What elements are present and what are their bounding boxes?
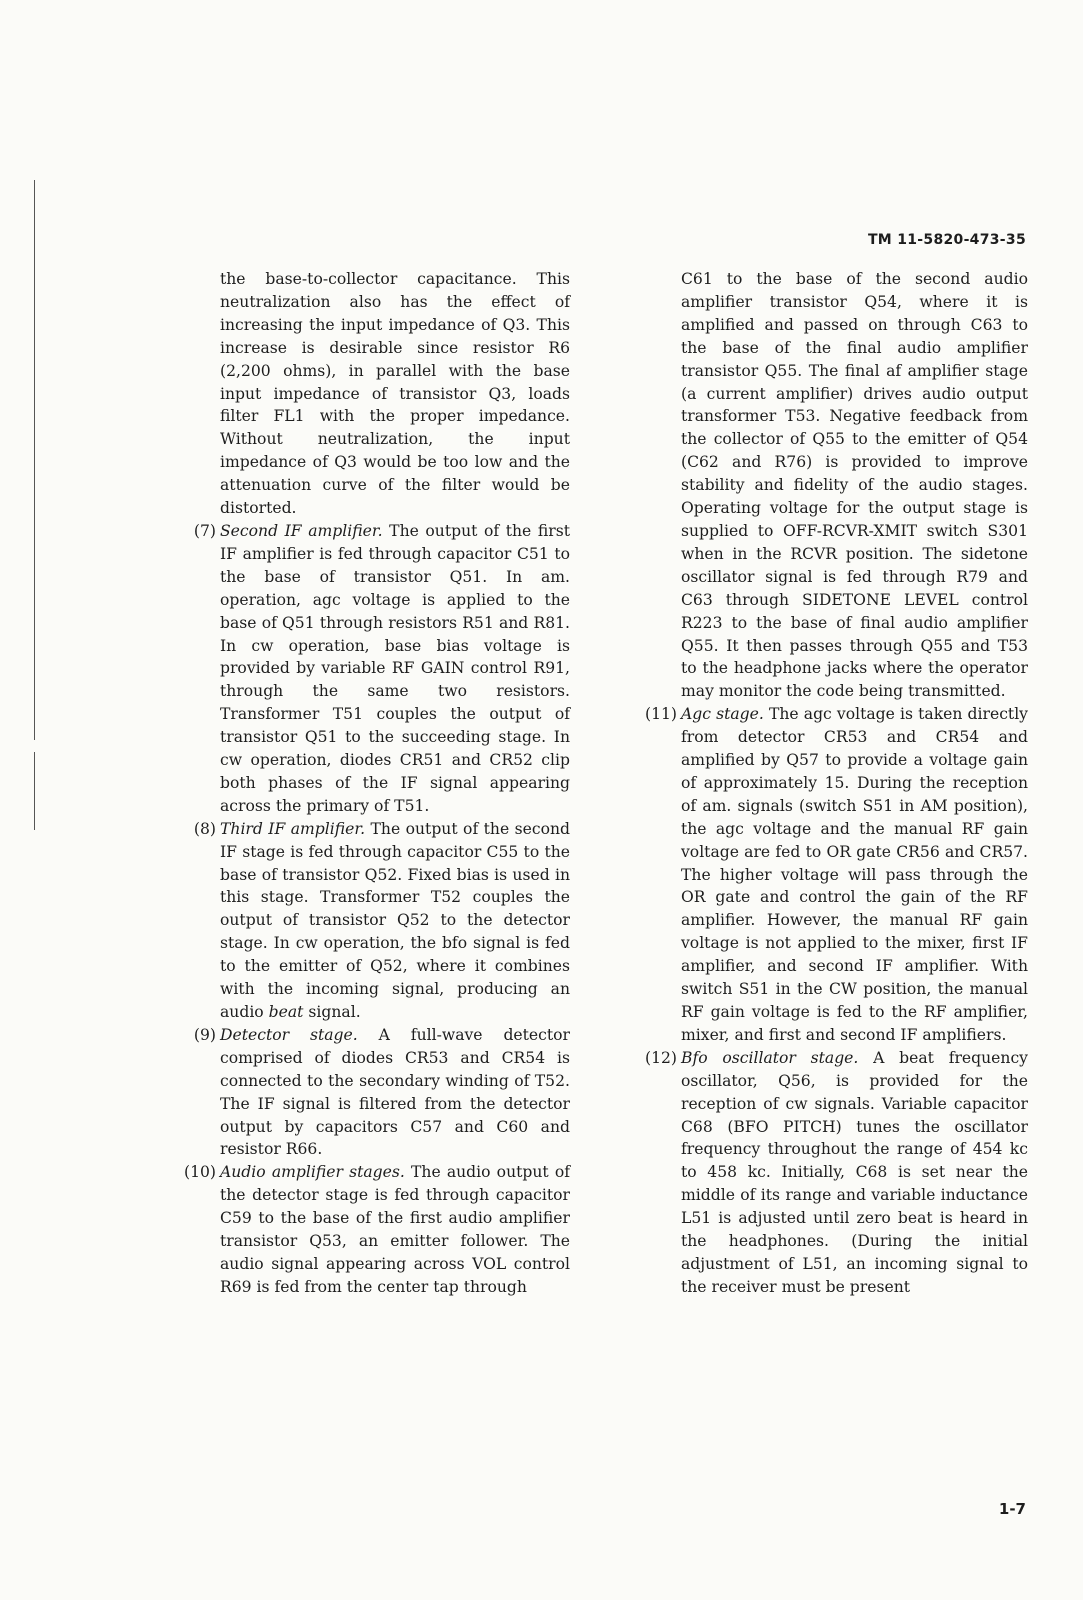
item-emphasis: beat — [268, 1003, 304, 1021]
item-number: (8) — [193, 819, 216, 838]
item-number: (7) — [193, 521, 216, 540]
item-text: A beat frequency oscillator, Q56, is provided for the reception of cw signals. Variable capacitor C68 (BFO PITCH) tunes the oscillator frequency throughout the range of 454 kc to 458 kc. Initially, C68 is set near the middle of its range and variable inductance L51 is adjusted until zero beat is heard in the headphones. (During the initial adjustment of L51, an incoming signal to the receiver must be present — [681, 1048, 1028, 1296]
list-item-11 — [644, 703, 1028, 1047]
item-number: (11) — [644, 705, 677, 724]
margin-line-top — [34, 180, 35, 740]
item-title: Audio amplifier stages. — [220, 1163, 405, 1182]
item-text: The audio output of the detector stage is fed through capacitor C59 to the base of the first audio amplifier transistor Q53, an emitter follower. The audio signal appearing across VOL control R69 is fed from the center tap through — [220, 1163, 570, 1296]
item-title: Agc stage. — [681, 705, 764, 724]
list-item-10 — [183, 1161, 570, 1298]
item-title: Second IF amplifier. — [220, 521, 383, 540]
item-text: The output of the second IF stage is fed through capacitor C55 to the base of transistor Q52. Fixed bias is used in this stage. Transformer T52 couples the output of transistor Q52 to the detector stage. In cw operation, the bfo signal is fed to the emitter of Q52, where it combines with the incoming signal, producing an audio — [220, 819, 570, 1021]
left-continuation-text: the base-to-collector capacitance. This neutralization also has the effect of increasing the input impedance of Q3. This increase is desirable since resistor R6 (2,200 ohms), in parallel with the base input impedance of transistor Q3, loads filter FL1 with the proper impedance. Without neutralization, the input impedance of Q3 would be too low and the attenuation curve of the filter would be distorted. — [220, 270, 570, 518]
list-item-7 — [193, 520, 570, 818]
page-number: 1-7 — [998, 1500, 1026, 1518]
item-text-end: signal. — [303, 1003, 361, 1021]
item-number: (12) — [644, 1048, 677, 1067]
item-title: Detector stage. — [220, 1025, 358, 1044]
right-column — [644, 268, 1028, 1299]
item-title: Bfo oscillator stage. — [681, 1048, 859, 1067]
margin-line-bottom — [34, 752, 35, 830]
item-title: Third IF amplifier. — [220, 819, 366, 838]
list-item-12 — [644, 1047, 1028, 1299]
item-number: (10) — [183, 1163, 216, 1182]
list-item-9 — [193, 1024, 570, 1161]
list-item-8 — [193, 818, 570, 1024]
page-header: TM 11-5820-473-35 — [867, 232, 1026, 248]
item-number: (9) — [193, 1025, 216, 1044]
item-text: The output of the first IF amplifier is fed through capacitor C51 to the base of transistor Q51. In am. operation, agc voltage is applied to the base of Q51 through resistors R51 and R81. In cw operation, base bias voltage is provided by variable RF GAIN control R91, through the same two resistors. Transformer T51 couples the output of transistor Q51 to the succeeding stage. In cw operation, diodes CR51 and CR52 clip both phases of the IF signal appearing across the primary of T51. — [220, 521, 570, 815]
left-column — [183, 268, 570, 1299]
item-text: A full-wave detector comprised of diodes CR53 and CR54 is connected to the secondary winding of T52. The IF signal is filtered from the detector output by capacitors C57 and C60 and resistor R66. — [220, 1025, 570, 1159]
right-continuation-text: C61 to the base of the second audio amplifier transistor Q54, where it is amplified and passed on through C63 to the base of the final audio amplifier transistor Q55. The final af amplifier stage (a current amplifier) drives audio output transformer T53. Negative feedback from the collector of Q55 to the emitter of Q54 (C62 and R76) is provided to improve stability and fidelity of the audio stages. Operating voltage for the output stage is supplied to OFF-RCVR-XMIT switch S301 when in the RCVR position. The sidetone oscillator signal is fed through R79 and C63 through SIDETONE LEVEL control R223 to the base of final audio amplifier Q55. It then passes through Q55 and T53 to the headphone jacks where the operator may monitor the code being transmitted. — [681, 270, 1028, 701]
item-text: The agc voltage is taken directly from detector CR53 and CR54 and amplified by Q57 to provide a voltage gain of approximately 15. During the reception of am. signals (switch S51 in AM position), the agc voltage and the manual RF gain voltage are fed to OR gate CR56 and CR57. The higher voltage will pass through the OR gate and control the gain of the RF amplifier. However, the manual RF gain voltage is not applied to the mixer, first IF amplifier, and second IF amplifier. With switch S51 in the CW position, the manual RF gain voltage is fed to the RF amplifier, mixer, and first and second IF amplifiers. — [681, 705, 1028, 1044]
